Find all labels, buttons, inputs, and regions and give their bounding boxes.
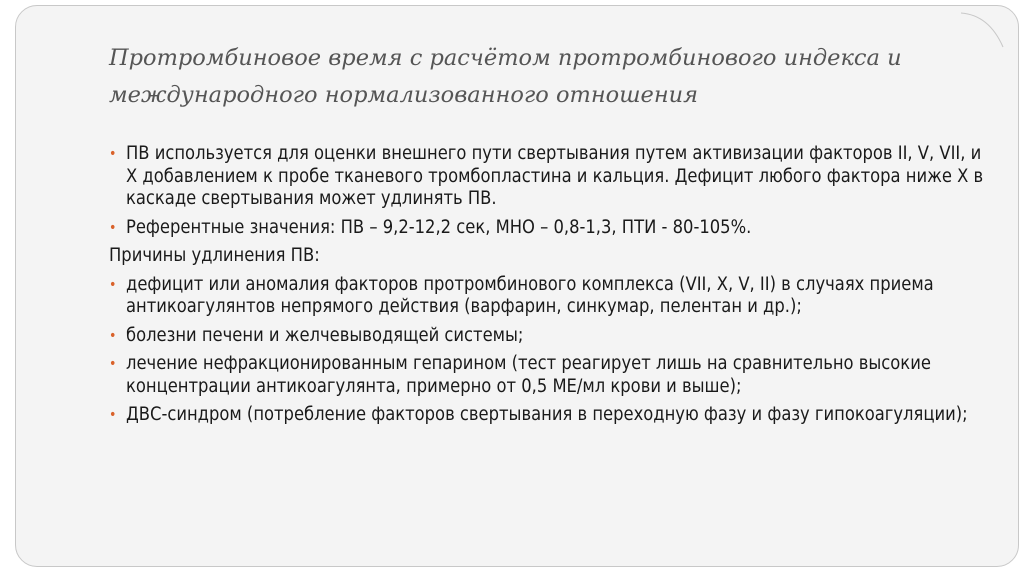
- list-item: [109, 217, 989, 240]
- list-item: [109, 274, 989, 319]
- section-heading: Причины удлинения ПВ:: [109, 245, 320, 266]
- bullet-icon: •: [109, 219, 117, 236]
- slide-title: Протромбиновое время с расчётом протромбинового индекса и международного нормализованного отношения: [109, 45, 902, 108]
- list-item: [109, 143, 989, 211]
- list-item: [109, 353, 989, 398]
- bullet-icon: •: [109, 276, 117, 293]
- bullet-icon: •: [109, 327, 117, 344]
- list-item-text: ДВС-синдром (потребление факторов свертывания в переходную фазу и фазу гипокоагуляции);: [126, 404, 968, 425]
- bullet-icon: •: [109, 407, 117, 423]
- list-item-text: лечение нефракционированным гепарином (тест реагирует лишь на сравнительно высокие концентрации антикоагулянта, примерно от 0,5 МЕ/мл крови и выше);: [126, 353, 931, 397]
- list-item: [109, 325, 989, 348]
- list-item-text: ПВ используется для оценки внешнего пути свертывания путем активизации факторов II, V, VII, и X добавлением к пробе тканевого тромбопластина и кальция. Дефицит любого фактора ниже X в каскаде свертывания может удлинять ПВ.: [126, 143, 984, 209]
- list-item: [109, 404, 989, 427]
- bullet-icon: •: [109, 356, 117, 372]
- list-item-text: Референтные значения: ПВ – 9,2-12,2 сек, МНО – 0,8-1,3, ПТИ - 80-105%.: [126, 216, 752, 238]
- list-item-text: болезни печени и желчевыводящей системы;: [126, 324, 524, 346]
- list-item-text: дефицит или аномалия факторов протромбинового комплекса (VII, X, V, II) в случаях приема антикоагулянтов непрямого действия (варфарин, синкумар, пелентан и др.);: [126, 273, 934, 317]
- bullet-icon: •: [109, 146, 117, 162]
- slide-body: [109, 143, 989, 427]
